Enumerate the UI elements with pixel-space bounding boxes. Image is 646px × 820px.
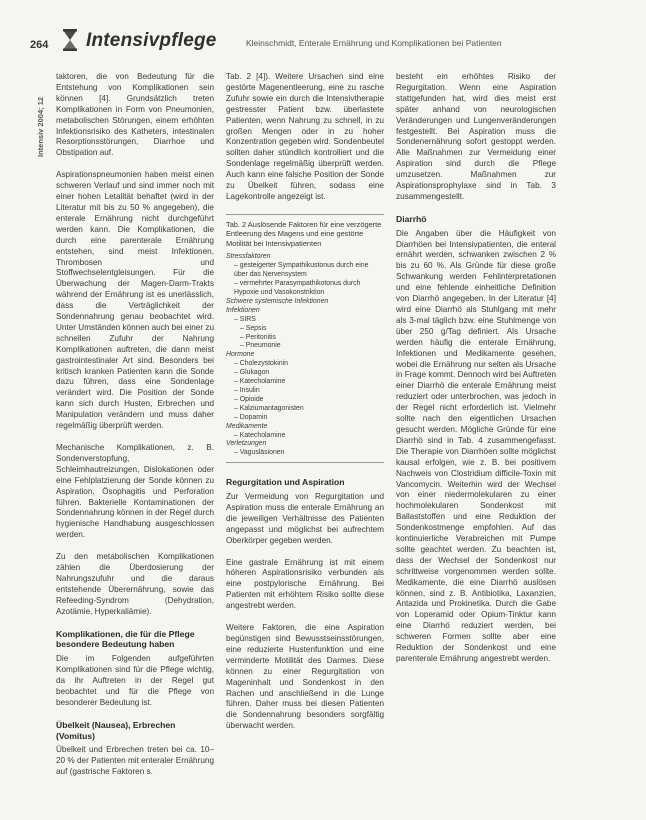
- side-label: [24, 72, 45, 162]
- table-list-item: Hormone: [226, 351, 255, 359]
- paragraph: Die im Folgenden aufgeführten Komplikationen sind für die Pflege wichtig, da ihr Auftreten in der Regel gut beobachtet und für die Pflege von besonderer Bedeutung ist.: [56, 654, 214, 707]
- section-heading: Komplikationen, die für die Pflege besondere Bedeutung haben: [56, 628, 195, 650]
- side-label-text: Intensiv 2004; 12: [36, 96, 45, 157]
- page-header: [0, 0, 646, 56]
- table-list-item: – Vagusläsionen: [234, 449, 285, 457]
- journal-title: Intensivpflege: [86, 30, 217, 51]
- table-list-item: – SIRS: [234, 315, 256, 323]
- table-list-item: Medikamente: [226, 422, 268, 430]
- paragraph: Zur Vermeidung von Regurgitation und Aspiration muss die enterale Ernährung an die jeweiligen Verhältnisse des Patienten angepasst und möglichst bei aufrechtem Oberkörper gegeben werden.: [226, 492, 384, 545]
- table-list-item: Schwere systemische Infektionen: [226, 297, 329, 305]
- table-list-item: – vermehrter Parasympathikotonus durch Hypoxie und Vasokonstriktion: [234, 280, 361, 296]
- table-box: [226, 214, 384, 463]
- table-list-item: – Katecholamine: [234, 431, 286, 439]
- table-list-item: – Kalziumantagonisten: [234, 404, 304, 412]
- table-list-item: Infektionen: [226, 306, 260, 314]
- table-list-item: Stressfaktoren: [226, 253, 271, 261]
- paragraph: Die Angaben über die Häufigkeit von Diarrhöen bei Intensivpatienten, die enteral ernährt werden, schwanken zwischen 2 % bis zu 60 %. Als Gründe für diese große Schwankung werden Fehlinterpretationen und eine fehlende einheitliche Definition von Diarrhö angegeben. In der Literatur [4] wird eine Diarrhö als Stuhlgang mit mehr als 3-mal täglich bzw. eine Stuhlmenge von über 250 g/Tag definiert. Als Ursache werden häufig die enterale Ernährung, Infektionen und Medikamente gesehen, wobei die Ernährung nur selten als Ursache in Frage kommt. Dennoch wird bei Auftreten einer Diarrhö die enterale Ernährung meist reduziert oder unterbrochen, was jedoch in der Regel nicht erforderlich ist. Vielmehr sollte nach den eigentlichen Ursachen gesucht werden. Mögliche Gründe für eine Diarrhö sind in Tab. 4 zusammengefasst. Die Therapie von Diarrhöen sollte möglichst kausal erfolgen, wie z. B. bei positivem Nachweis von Clostridium difficile-Toxin mit Vancomycin. Weiterhin wird der Wechsel von einer niedermolekularen zu einer hochmolekularen Sondenkost mit Ballaststoffen und eine Reduktion der Sondenkostmenge empfohlen. Auf das kontinuierliche Verabreichen mit Pumpe sollte geachtet werden. Zu beachten ist, dass der Wechsel der Sondenkost nur schrittweise vorgenommen werden sollte. Medikamente, die eine Diarrhö auslösen können, sind z. B. Antibiotika, Laxanzien, Antazida und Prokinetika. Durch die Gabe von Loperamid oder Opium-Tinktur kann eine Diarrhö reduziert werden, bei schweren Formen sollte aber eine Reduktion der Sondenkost und eine parenterale Ernährung angestrebt werden.: [396, 228, 556, 664]
- paragraph: Mechanische Komplikationen, z. B. Sondenverstopfung, Schleimhautreizungen, Dislokationen oder eine Fehlplatzierung der Sonde können zu Aspiration, Ösophagitis und Perforation führen. Bakterielle Kontaminationen der Sondennahrung können in der Regel durch hygienische Handhabung ausgeschlossen werden.: [56, 443, 214, 540]
- table-list-item: – Glukagon: [234, 369, 270, 377]
- paragraph: besteht ein erhöhtes Risiko der Regurgitation. Wenn eine Aspiration stattgefunden hat, wird dies meist erst später anhand von neurologischen Veränderungen und Lungenveränderungen festgestellt. Bei Aspiration muss die Sondenernährung sofort gestoppt werden. Alle Maßnahmen zur Vermeidung einer Aspiration sind durch die Pflege umzusetzen. Maßnahmen zur Aspirationsprophylaxe sind in Tab. 3 zusammengestellt.: [396, 72, 556, 201]
- table-list-item: – Katecholamine: [234, 378, 286, 386]
- paragraph: Tab. 2 [4]). Weitere Ursachen sind eine gestörte Magenentleerung, eine zu rasche Zufuhr sowie ein durch die Intensivtherapie gestresster Patient bzw. überlastete Patienten, wenn Nahrung zu schnell, in zu großen Mengen oder in zu hoher Konzentration gegeben wird. Sondenbeutel sollten daher stündlich kontrolliert und die Sondenlage regelmäßig überprüft werden. Auch kann eine falsche Position der Sonde zu Übelkeit führen, sodass eine Lagekontrolle angezeigt ist.: [226, 72, 384, 201]
- paragraph: Weitere Faktoren, die eine Aspiration begünstigen sind Bewusstseinsstörungen, eine reduzierte Hustenfunktion und eine verminderte Motilität des Darmes. Diese können zu einer Regurgitation von Mageninhalt und Sondenkost in den Rachen und anschließend in die Lunge führen. Daher muss bei diesen Patienten die Sondennahrung besonders sorgfältig überwacht werden.: [226, 623, 384, 731]
- column-middle: [226, 72, 384, 743]
- paragraph: Eine gastrale Ernährung ist mit einem höheren Aspirationsrisiko verbunden als eine postpylorische Ernährung. Bei Patienten mit erhöhtem Risiko sollte diese angestrebt werden.: [226, 557, 384, 611]
- table-list-item: – Cholezystokinin: [234, 360, 289, 368]
- page-number: 264: [30, 39, 49, 51]
- paragraph: Übelkeit und Erbrechen treten bei ca. 10–20 % der Patienten mit enteraler Ernährung auf (gastrische Faktoren s.: [56, 745, 214, 777]
- table-list-item: – Dopamin: [234, 413, 268, 421]
- section-heading: Übelkeit (Nausea), Erbrechen (Vomitus): [56, 719, 176, 741]
- table-caption: Tab. 2 Auslösende Faktoren für eine verzögerte Entleerung des Magens und eine gestörte Motilität bei Intensivpatienten: [226, 219, 382, 248]
- table-list: [226, 253, 384, 458]
- journal-logo-icon: [60, 28, 80, 52]
- section-heading: Regurgitation und Aspiration: [226, 477, 345, 488]
- table-list-item: – Pneumonie: [240, 342, 281, 350]
- paragraph: taktoren, die von Bedeutung für die Entstehung von Komplikationen sein können [4]. Grundsätzlich treten Komplikationen in Form von Pneumonien, metabolischen Störungen, einem erhöhten Infektionsrisiko des Katheters, intestinalen Resorptionsstörungen, Diarrhoe und Obstipation auf.: [56, 72, 214, 158]
- table-list-item: Verletzungen: [226, 440, 267, 448]
- table-list-item: – Opioide: [234, 395, 264, 403]
- running-title: Kleinschmidt, Enterale Ernährung und Komplikationen bei Patienten: [246, 38, 502, 48]
- table-list-item: – gesteigerter Sympathikustonus durch eine über das Nervensystem: [234, 262, 369, 279]
- section-heading: Diarrhö: [396, 213, 427, 224]
- paragraph: Zu den metabolischen Komplikationen zählen die Überdosierung der Nahrungszufuhr und die daraus entstehende Überernährung, sowie das Refeeding-Syndrom (Dehydration, Azotämie, Hyperkaliämie).: [56, 552, 214, 616]
- paragraph: Aspirationspneumonien haben meist einen schweren Verlauf und sind immer noch mit einer hohen Letalität behaftet (wird in der Literatur mit bis zu 50 % angegeben), die enterale Ernährung nicht durchgeführt werden kann. Die Komplikationen, die durch eine parenterale Ernährung entstehen, sind meist Infektionen, Thrombosen und Stoffwechselentgleisungen. Für die Überwachung der Magen-Darm-Trakts während der Ernährung ist es unerlässlich, dass die Verträglichkeit der Sondennahrung genau beobachtet wird. Unter Umständen können auch bei einer zu schnellen Zufuhr der Nahrung Komplikationen auftreten, die dann meist gastrointestinaler Art sind. Besonders bei kritisch kranken Patienten kann die Sonde dazu führen, dass eine Sondenlage verändert wird. Die Position der Sonde kann sich durch Husten, Erbrechen und Manipulation verändern und muss daher regelmäßig überprüft werden.: [56, 170, 214, 431]
- column-right: [396, 72, 556, 676]
- table-list-item: – Peritonitis: [240, 333, 277, 341]
- table-list-item: – Sepsis: [240, 324, 267, 332]
- table-list-item: – Insulin: [234, 386, 260, 394]
- column-left: [56, 72, 214, 789]
